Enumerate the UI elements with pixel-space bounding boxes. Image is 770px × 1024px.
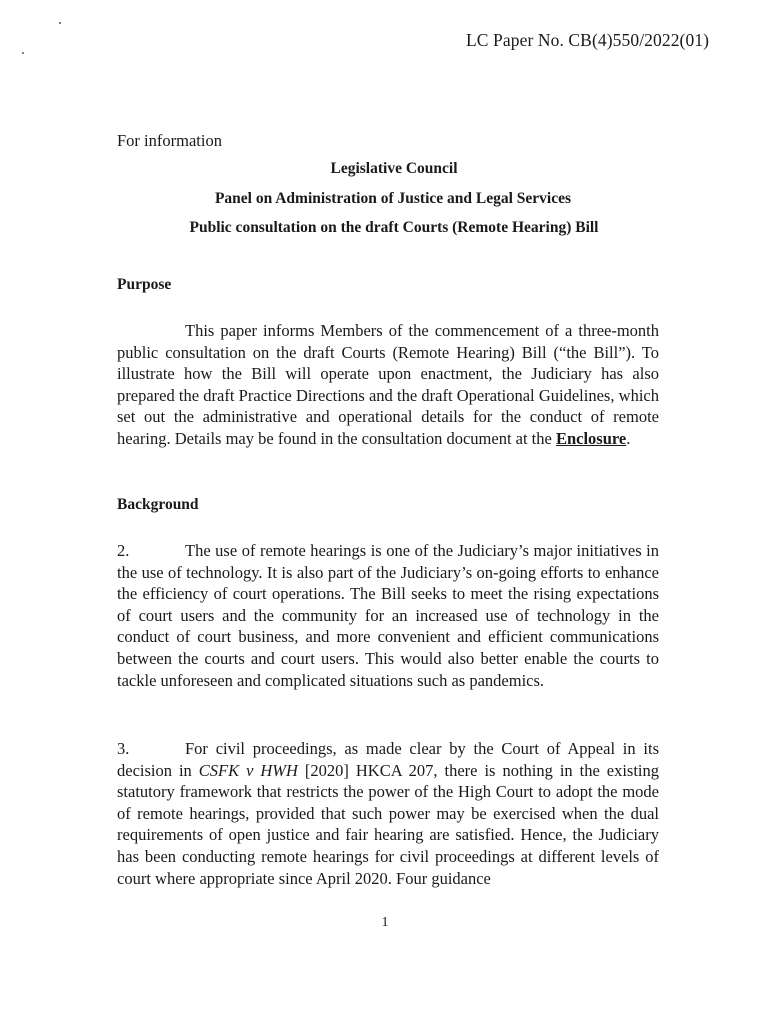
scan-speck	[22, 52, 24, 54]
background-heading: Background	[117, 496, 199, 513]
paragraph-2-text: The use of remote hearings is one of the Judiciary’s major initiatives in the use of technology. It is also part of the Judiciary’s on-going efforts to enhance the efficiency of court operations. The Bill seeks to meet the rising expectations of court users and the community for an increased use of technology in the conduct of court business, and more convenient and efficient communications between the courts and court users. This would also better enable the courts to tackle unforeseen and complicated situations such as pandemics.	[117, 541, 659, 690]
enclosure-reference: Enclosure	[555, 428, 627, 448]
page-number: 1	[381, 915, 389, 930]
case-citation: CSFK v HWH	[198, 760, 298, 780]
paper-number: LC Paper No. CB(4)550/2022(01)	[466, 30, 710, 50]
paragraph-number: 2.	[117, 541, 130, 560]
title-panel: Panel on Administration of Justice and Legal Services	[214, 190, 572, 207]
for-information-label: For information	[117, 131, 222, 150]
purpose-text-end: .	[626, 428, 631, 448]
paragraph-3-text: For civil proceedings, as made clear by the Court of Appeal in its decision in	[117, 739, 659, 780]
purpose-heading: Purpose	[117, 276, 172, 293]
paragraph-2	[117, 540, 659, 691]
paragraph-3	[117, 738, 659, 889]
paragraph-number: 3.	[117, 739, 130, 758]
purpose-paragraph	[117, 320, 659, 450]
paragraph-3-text-cont: [2020] HKCA 207, there is nothing in the existing statutory framework that restricts the power of the High Court to adopt the mode of remote hearings, provided that such power may be exercised when the dual requirements of open justice and fair hearing are satisfied. Hence, the Judiciary has been conducting remote hearings for civil proceedings at different levels of court where appropriate since April 2020. Four guidance	[117, 760, 659, 888]
title-subject: Public consultation on the draft Courts (Remote Hearing) Bill	[189, 219, 599, 236]
purpose-text: This paper informs Members of the commencement of a three-month public consultation on the draft Courts (Remote Hearing) Bill (“the Bill”). To illustrate how the Bill will operate upon enactment, the Judiciary has also prepared the draft Practice Directions and the draft Operational Guidelines, which set out the administrative and operational details for the conduct of remote hearing. Details may be found in the consultation document at the	[117, 321, 659, 448]
scan-speck	[59, 22, 61, 24]
title-legislative-council: Legislative Council	[330, 160, 458, 177]
